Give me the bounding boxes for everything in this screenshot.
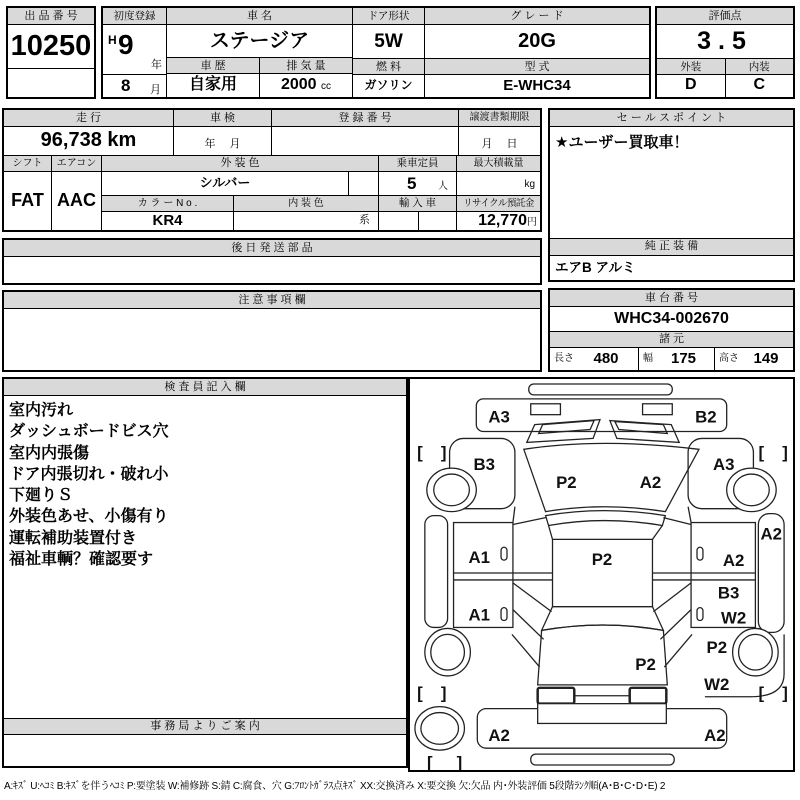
first-registration: [103, 8, 167, 97]
model-value: E-WHC34: [503, 77, 571, 94]
score-value: 3.5: [657, 25, 793, 59]
damage-code-label: P2: [591, 550, 613, 570]
inspector-note-line: 室内汚れ: [9, 402, 74, 419]
inspector-label: 検 査 員 記 入 欄: [4, 379, 406, 396]
width-value: 175: [670, 350, 697, 367]
damage-code-label: A3: [712, 455, 735, 475]
reg-no-value: [272, 127, 459, 156]
damage-code-label: ]: [440, 683, 447, 703]
rear-bumper-strip: [531, 754, 675, 765]
later-parts-value: [4, 257, 540, 283]
wheel-front-right-inner: [734, 474, 770, 506]
a-pillar-right: [663, 518, 691, 525]
wheel-rear-left-inner: [431, 634, 465, 670]
headlight-right: [643, 404, 673, 415]
history-label: 車 歴: [167, 58, 260, 74]
door-shape-value: 5W: [353, 25, 424, 59]
exterior-grade-label: 外装: [657, 59, 726, 75]
fender-door-joint-right: [688, 507, 691, 523]
aircon-label: エアコン: [52, 156, 102, 172]
damage-code-label: [: [758, 443, 765, 463]
caution-label: 注 意 事 項 欄: [4, 292, 540, 309]
color-no-value: KR4: [102, 212, 234, 230]
auction-no-label: 出 品 番 号: [8, 8, 94, 25]
specs-label: 諸 元: [550, 332, 793, 348]
rocker-left: [425, 516, 448, 628]
sales-point-value: ★ユーザー買取車！: [550, 127, 793, 239]
length-value: 480: [593, 350, 619, 367]
damage-code-label: [: [758, 683, 765, 703]
deadline-value: 月 日: [459, 127, 540, 156]
displacement-unit: cc: [321, 81, 332, 92]
car-damage-diagram: [410, 379, 793, 770]
recycle-value: [457, 212, 540, 230]
damage-code-label: [: [417, 683, 423, 703]
first-registration-year: [103, 25, 166, 75]
displacement-number: 2000: [280, 76, 317, 93]
later-parts-block: [2, 238, 542, 285]
spec-height: [715, 348, 793, 370]
height-value: 149: [753, 350, 779, 367]
caution-value: [4, 309, 540, 370]
damage-code-label: [: [417, 443, 423, 463]
exterior-grade-value: D: [657, 75, 726, 97]
damage-code-label: W2: [704, 674, 730, 694]
windshield: [524, 443, 699, 511]
auction-no-value: 10250: [8, 25, 94, 69]
shift-label: シフト: [4, 156, 52, 172]
damage-code-label: B3: [717, 583, 740, 603]
quarter-line-right-1: [653, 583, 691, 612]
fuel-value: ガソリン: [364, 78, 413, 92]
damage-code-label: A2: [722, 551, 745, 571]
footer-legend: A:ｷｽﾞ U:ﾍｺﾐ B:ｷｽﾞを伴うﾍｺﾐ P:要塗装 W:補修跡 S:錆 C:腐食、穴 G:ﾌﾛﾝﾄｶﾞﾗｽ点ｷｽﾞ XX:交換済み X:要交換 欠:欠品 内･外装評価 5段階ﾗﾝｸ順(A･B･C･D･E) 2: [4, 781, 666, 792]
quarter-line-right-2: [660, 610, 691, 640]
damage-code-label: A1: [468, 605, 491, 625]
ext-color-extra: [349, 172, 379, 196]
damage-code-label: B3: [473, 455, 495, 475]
door-handle-front-right: [697, 547, 703, 560]
sales-point-block: [548, 108, 795, 282]
month-unit: 月: [150, 84, 161, 96]
era-letter: H: [108, 33, 117, 47]
inspection-label: 車 検: [174, 110, 272, 127]
max-load-label: 最大積載量: [457, 156, 540, 172]
year-unit: 年: [151, 59, 162, 71]
auction-no-empty: [8, 69, 94, 96]
later-parts-label: 後 日 発 送 部 品: [4, 240, 540, 257]
shift-value: FAT: [4, 172, 52, 230]
damage-code-label: ]: [782, 443, 788, 463]
damage-code-label: A2: [704, 726, 726, 746]
chassis-value: WHC34-002670: [550, 307, 793, 332]
quarter-line-right-3: [664, 634, 692, 667]
inspector-notes: [4, 398, 406, 717]
history-displacement-headers: [167, 58, 352, 74]
damage-code-label: A1: [468, 548, 491, 568]
damage-code-label: P2: [556, 472, 577, 492]
fuel-label: 燃 料: [353, 59, 424, 75]
mileage-label: 走 行: [4, 110, 174, 127]
grade-values: [657, 75, 793, 97]
chassis-label: 車 台 番 号: [550, 290, 793, 307]
fender-door-joint-left: [513, 507, 515, 523]
reg-month: 8: [121, 76, 131, 95]
damage-code-label: A2: [760, 524, 782, 544]
inspector-note-line: 福祉車輌？確認要す: [9, 551, 154, 569]
door-handle-front-left: [501, 547, 507, 560]
roof-joint-right: [652, 526, 662, 540]
inspector-note-line: 外装色あせ、小傷有り: [9, 508, 169, 526]
door-shape-label: ドア形状: [353, 8, 424, 25]
width-label: 幅: [643, 353, 653, 364]
damage-code-label: A3: [488, 407, 510, 427]
era-year: 9: [118, 29, 134, 60]
damage-diagram-block: [408, 377, 795, 772]
front-bumper-strip: [529, 384, 673, 395]
door-handle-rear-left: [501, 608, 507, 621]
taillight-left: [538, 688, 575, 704]
model-label: 型 式: [425, 59, 649, 75]
inspector-note-line: 下廻りＳ: [9, 487, 74, 505]
grade-model-section: [425, 8, 649, 97]
capacity-label: 乗車定員: [379, 156, 457, 172]
chassis-block: [548, 288, 795, 372]
int-color-value: 系: [234, 212, 379, 230]
quarter-line-left-3: [512, 634, 540, 667]
car-name-section: [167, 8, 353, 97]
ext-color-label: 外 装 色: [102, 156, 379, 172]
length-label: 長さ: [554, 353, 574, 364]
history-displacement-values: [167, 74, 352, 97]
imported-divider: [418, 212, 419, 230]
cowl-band: [546, 511, 666, 526]
interior-grade-value: C: [753, 76, 766, 93]
damage-code-label: B2: [695, 407, 717, 427]
roof-joint-left: [549, 526, 553, 540]
office-label: 事 務 局 よ り ご 案 内: [4, 718, 406, 735]
damage-code-label: W2: [721, 608, 747, 628]
grade-headers: [657, 59, 793, 75]
damage-code-label: ]: [456, 752, 463, 770]
imported-label: 輸 入 車: [379, 196, 457, 212]
door-handle-rear-right: [697, 608, 703, 621]
sales-point-label: セ ー ル ス ポ イ ン ト: [550, 110, 793, 127]
mileage-value: 96,738 km: [4, 127, 174, 156]
auction-no-block: [6, 6, 96, 99]
door-fuel-section: [353, 8, 425, 97]
mid-block: [2, 108, 542, 232]
imported-value: [379, 212, 457, 230]
car-name-label: 車 名: [167, 8, 352, 25]
spec-length: [550, 348, 639, 370]
front-panel: [476, 399, 726, 432]
damage-code-label: A2: [639, 472, 662, 492]
caution-block: [2, 290, 542, 372]
first-registration-label: 初度登録: [103, 8, 166, 25]
office-value: [4, 735, 406, 766]
recycle-label: リサイクル預託金: [457, 196, 540, 212]
spec-width: [639, 348, 715, 370]
ext-color-value: シルバー: [102, 172, 349, 196]
taillight-right: [630, 688, 667, 704]
deadline-label: 譲渡書類期限: [459, 110, 540, 127]
grade-label: グ レ ー ド: [425, 8, 649, 25]
recycle-unit: 円: [527, 217, 537, 228]
damage-code-label: P2: [706, 638, 728, 658]
damage-code-label: ]: [782, 683, 788, 703]
wheel-front-left-inner: [434, 474, 470, 506]
inspector-note-line: 室内内張傷: [9, 444, 90, 462]
a-pillar-left: [513, 518, 546, 525]
tailgate-lower: [538, 704, 667, 724]
inspection-value: 年 月: [174, 127, 272, 156]
quarter-line-left-2: [513, 610, 544, 640]
recycle-number: 12,770: [478, 212, 527, 229]
damage-code-label: ]: [440, 443, 447, 463]
equipment-label: 純 正 装 備: [550, 239, 793, 256]
damage-code-label: A2: [488, 726, 510, 746]
max-load-value: kg: [457, 172, 540, 196]
interior-grade-label: 内装: [726, 59, 794, 75]
headlight-left: [531, 404, 561, 415]
rear-window: [542, 607, 664, 631]
int-color-label: 内 装 色: [234, 196, 379, 212]
first-registration-month: [103, 75, 166, 97]
history-value: 自家用: [167, 74, 260, 97]
specs-row: [550, 348, 793, 370]
quarter-line-left-1: [513, 583, 552, 612]
capacity-value: [379, 172, 457, 196]
inspector-block: [2, 377, 408, 768]
grade-value: 20G: [425, 25, 649, 59]
inspector-note-line: 運転補助装置付き: [9, 529, 138, 547]
score-block: [655, 6, 795, 99]
damage-code-label: P2: [635, 655, 656, 675]
damage-code-label: [: [426, 752, 433, 770]
capacity-number: 5: [407, 174, 417, 193]
score-label: 評価点: [657, 8, 793, 25]
inspector-note-line: ダッシュボードビス穴: [9, 423, 169, 441]
color-no-label: カ ラ ー N o .: [102, 196, 234, 212]
displacement-value: [260, 74, 352, 97]
reg-no-label: 登 録 番 号: [272, 110, 459, 127]
capacity-unit: 人: [438, 181, 448, 192]
equipment-value: エアB アルミ: [555, 260, 636, 275]
inspector-note-line: ドア内張切れ・破れ小: [9, 465, 169, 483]
car-name-value: ステージア: [167, 25, 352, 58]
spare-tire-inner: [421, 713, 459, 745]
height-label: 高さ: [719, 353, 739, 364]
displacement-label: 排 気 量: [260, 58, 352, 74]
wheel-rear-right-inner: [739, 634, 773, 670]
aircon-value: AAC: [52, 172, 102, 230]
top-main-block: [101, 6, 651, 99]
